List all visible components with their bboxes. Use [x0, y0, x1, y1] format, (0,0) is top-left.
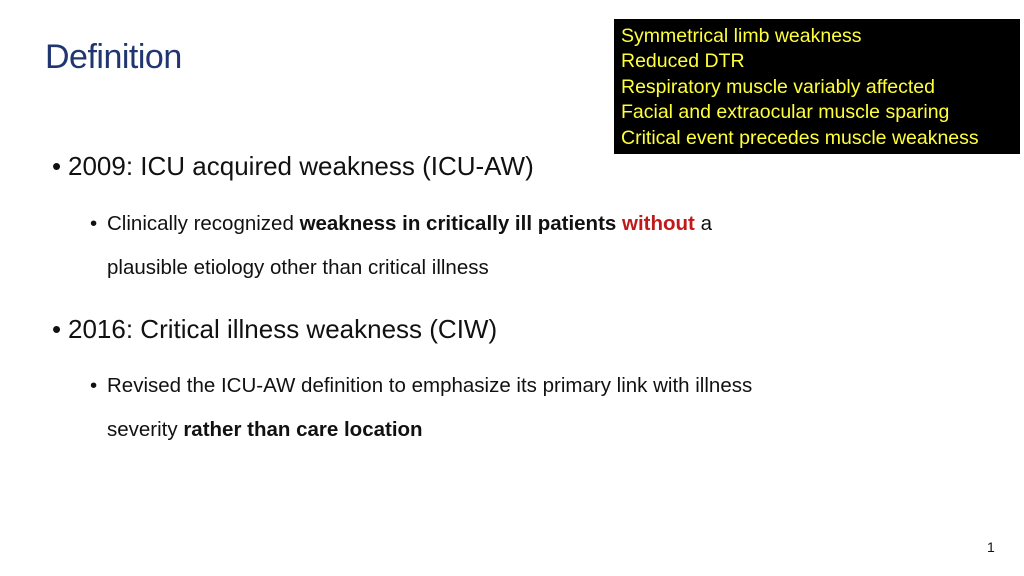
sub-bullet-bold-text: rather than care location — [183, 418, 423, 441]
bullet-text: 2016: Critical illness weakness (CIW) — [68, 314, 498, 344]
slide-title: Definition — [45, 38, 182, 76]
sub-bullet-text: severity — [107, 418, 184, 441]
sub-bullet-ciw-definition — [90, 364, 752, 452]
sub-bullet-text: Revised the ICU-AW definition to emphasize its primary link with illness — [107, 374, 753, 397]
sub-bullet-bold-text: weakness in critically ill patients — [299, 212, 617, 235]
callout-line: Facial and extraocular muscle sparing — [621, 101, 950, 124]
callout-line: Reduced DTR — [621, 50, 745, 73]
sub-bullet-text: a — [694, 212, 712, 235]
bullet-dot-icon: • — [90, 212, 98, 235]
callout-line: Symmetrical limb weakness — [621, 25, 862, 47]
bullet-dot-icon: • — [90, 374, 98, 397]
bullet-2009-icu-aw — [52, 151, 534, 182]
sub-bullet-continuation: plausible etiology other than critical illness — [107, 256, 489, 279]
bullet-dot-icon: • — [52, 151, 62, 181]
sub-bullet-icu-aw-definition — [90, 202, 712, 290]
criteria-callout-box — [614, 19, 1020, 154]
callout-line: Critical event precedes muscle weakness — [621, 126, 979, 149]
sub-bullet-text: Clinically recognized — [107, 212, 300, 235]
bullet-text: 2009: ICU acquired weakness (ICU-AW) — [68, 151, 534, 181]
page-number: 1 — [987, 539, 995, 555]
callout-line: Respiratory muscle variably affected — [621, 75, 935, 98]
sub-bullet-red-text: without — [622, 212, 695, 235]
bullet-2016-ciw — [52, 314, 497, 345]
bullet-dot-icon: • — [52, 314, 62, 344]
